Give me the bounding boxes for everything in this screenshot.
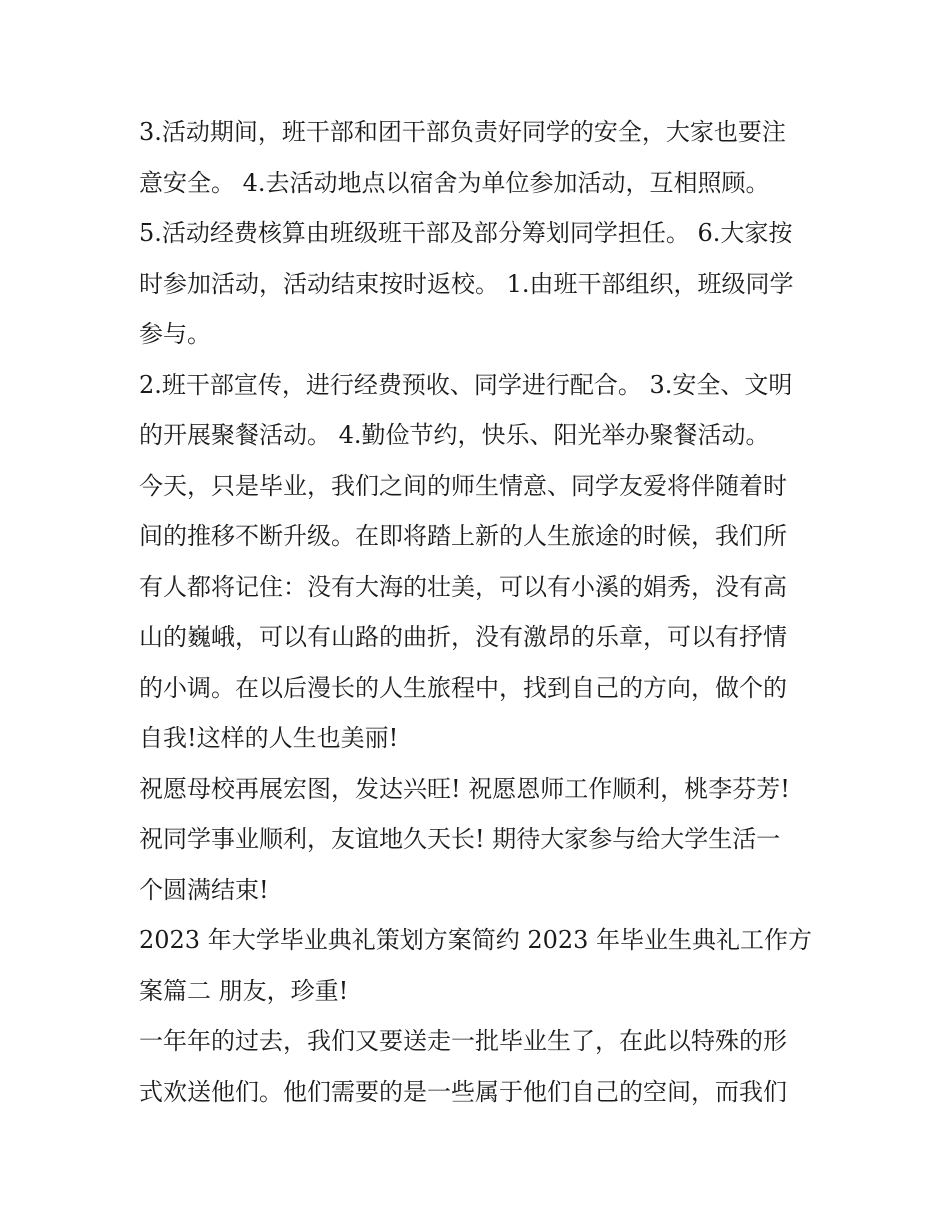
text-line: 式欢送他们。他们需要的是一些属于他们自己的空间，而我们 xyxy=(139,1077,787,1106)
text-line: 祝同学事业顺利，友谊地久天长! 期待大家参与给大学生活一 xyxy=(139,825,781,853)
text-line: 时参加活动，活动结束按时返校。 1.由班干部组织，班级同学 xyxy=(139,269,794,298)
text-line: 的小调。在以后漫长的人生旅程中，找到自己的方向，做个的 xyxy=(139,673,787,702)
text-line: 一年年的过去，我们又要送走一批毕业生了，在此以特殊的形 xyxy=(139,1027,787,1055)
document-body xyxy=(139,107,819,1117)
paragraph-wishes xyxy=(139,764,819,916)
text-line: 3.活动期间，班干部和团干部负责好同学的安全，大家也要注 xyxy=(139,118,786,146)
paragraph-graduation-today xyxy=(139,461,819,764)
text-line: 2023 年大学毕业典礼策划方案简约 2023 年毕业生典礼工作方 xyxy=(139,926,813,954)
paragraph-dinner-activity xyxy=(139,360,819,461)
paragraph-activity-funds xyxy=(139,208,819,360)
text-line: 有人都将记住：没有大海的壮美，可以有小溪的娟秀，没有高 xyxy=(139,572,787,601)
text-line: 参与。 xyxy=(139,320,211,348)
text-line: 自我!这样的人生也美丽! xyxy=(139,724,399,752)
text-line: 的开展聚餐活动。 4.勤俭节约，快乐、阳光举办聚餐活动。 xyxy=(139,421,770,449)
text-line: 山的巍峨，可以有山路的曲折，没有激昂的乐章，可以有抒情 xyxy=(139,623,787,651)
text-line: 2.班干部宣传，进行经费预收、同学进行配合。 3.安全、文明 xyxy=(139,370,793,399)
text-line: 个圆满结束! xyxy=(139,875,269,904)
text-line: 案篇二 朋友，珍重! xyxy=(139,976,349,1005)
text-line: 5.活动经费核算由班级班干部及部分筹划同学担任。 6.大家按 xyxy=(139,219,793,247)
text-line: 意安全。 4.去活动地点以宿舍为单位参加活动，互相照顾。 xyxy=(139,168,770,197)
text-line: 祝愿母校再展宏图，发达兴旺! 祝愿恩师工作顺利，桃李芬芳! xyxy=(139,774,790,803)
paragraph-activity-safety xyxy=(139,107,819,208)
text-line: 间的推移不断升级。在即将踏上新的人生旅途的时候，我们所 xyxy=(139,522,787,550)
paragraph-farewell xyxy=(139,1016,819,1117)
text-line: 今天，只是毕业，我们之间的师生情意、同学友爱将伴随着时 xyxy=(139,471,787,500)
section-heading xyxy=(139,915,819,1016)
